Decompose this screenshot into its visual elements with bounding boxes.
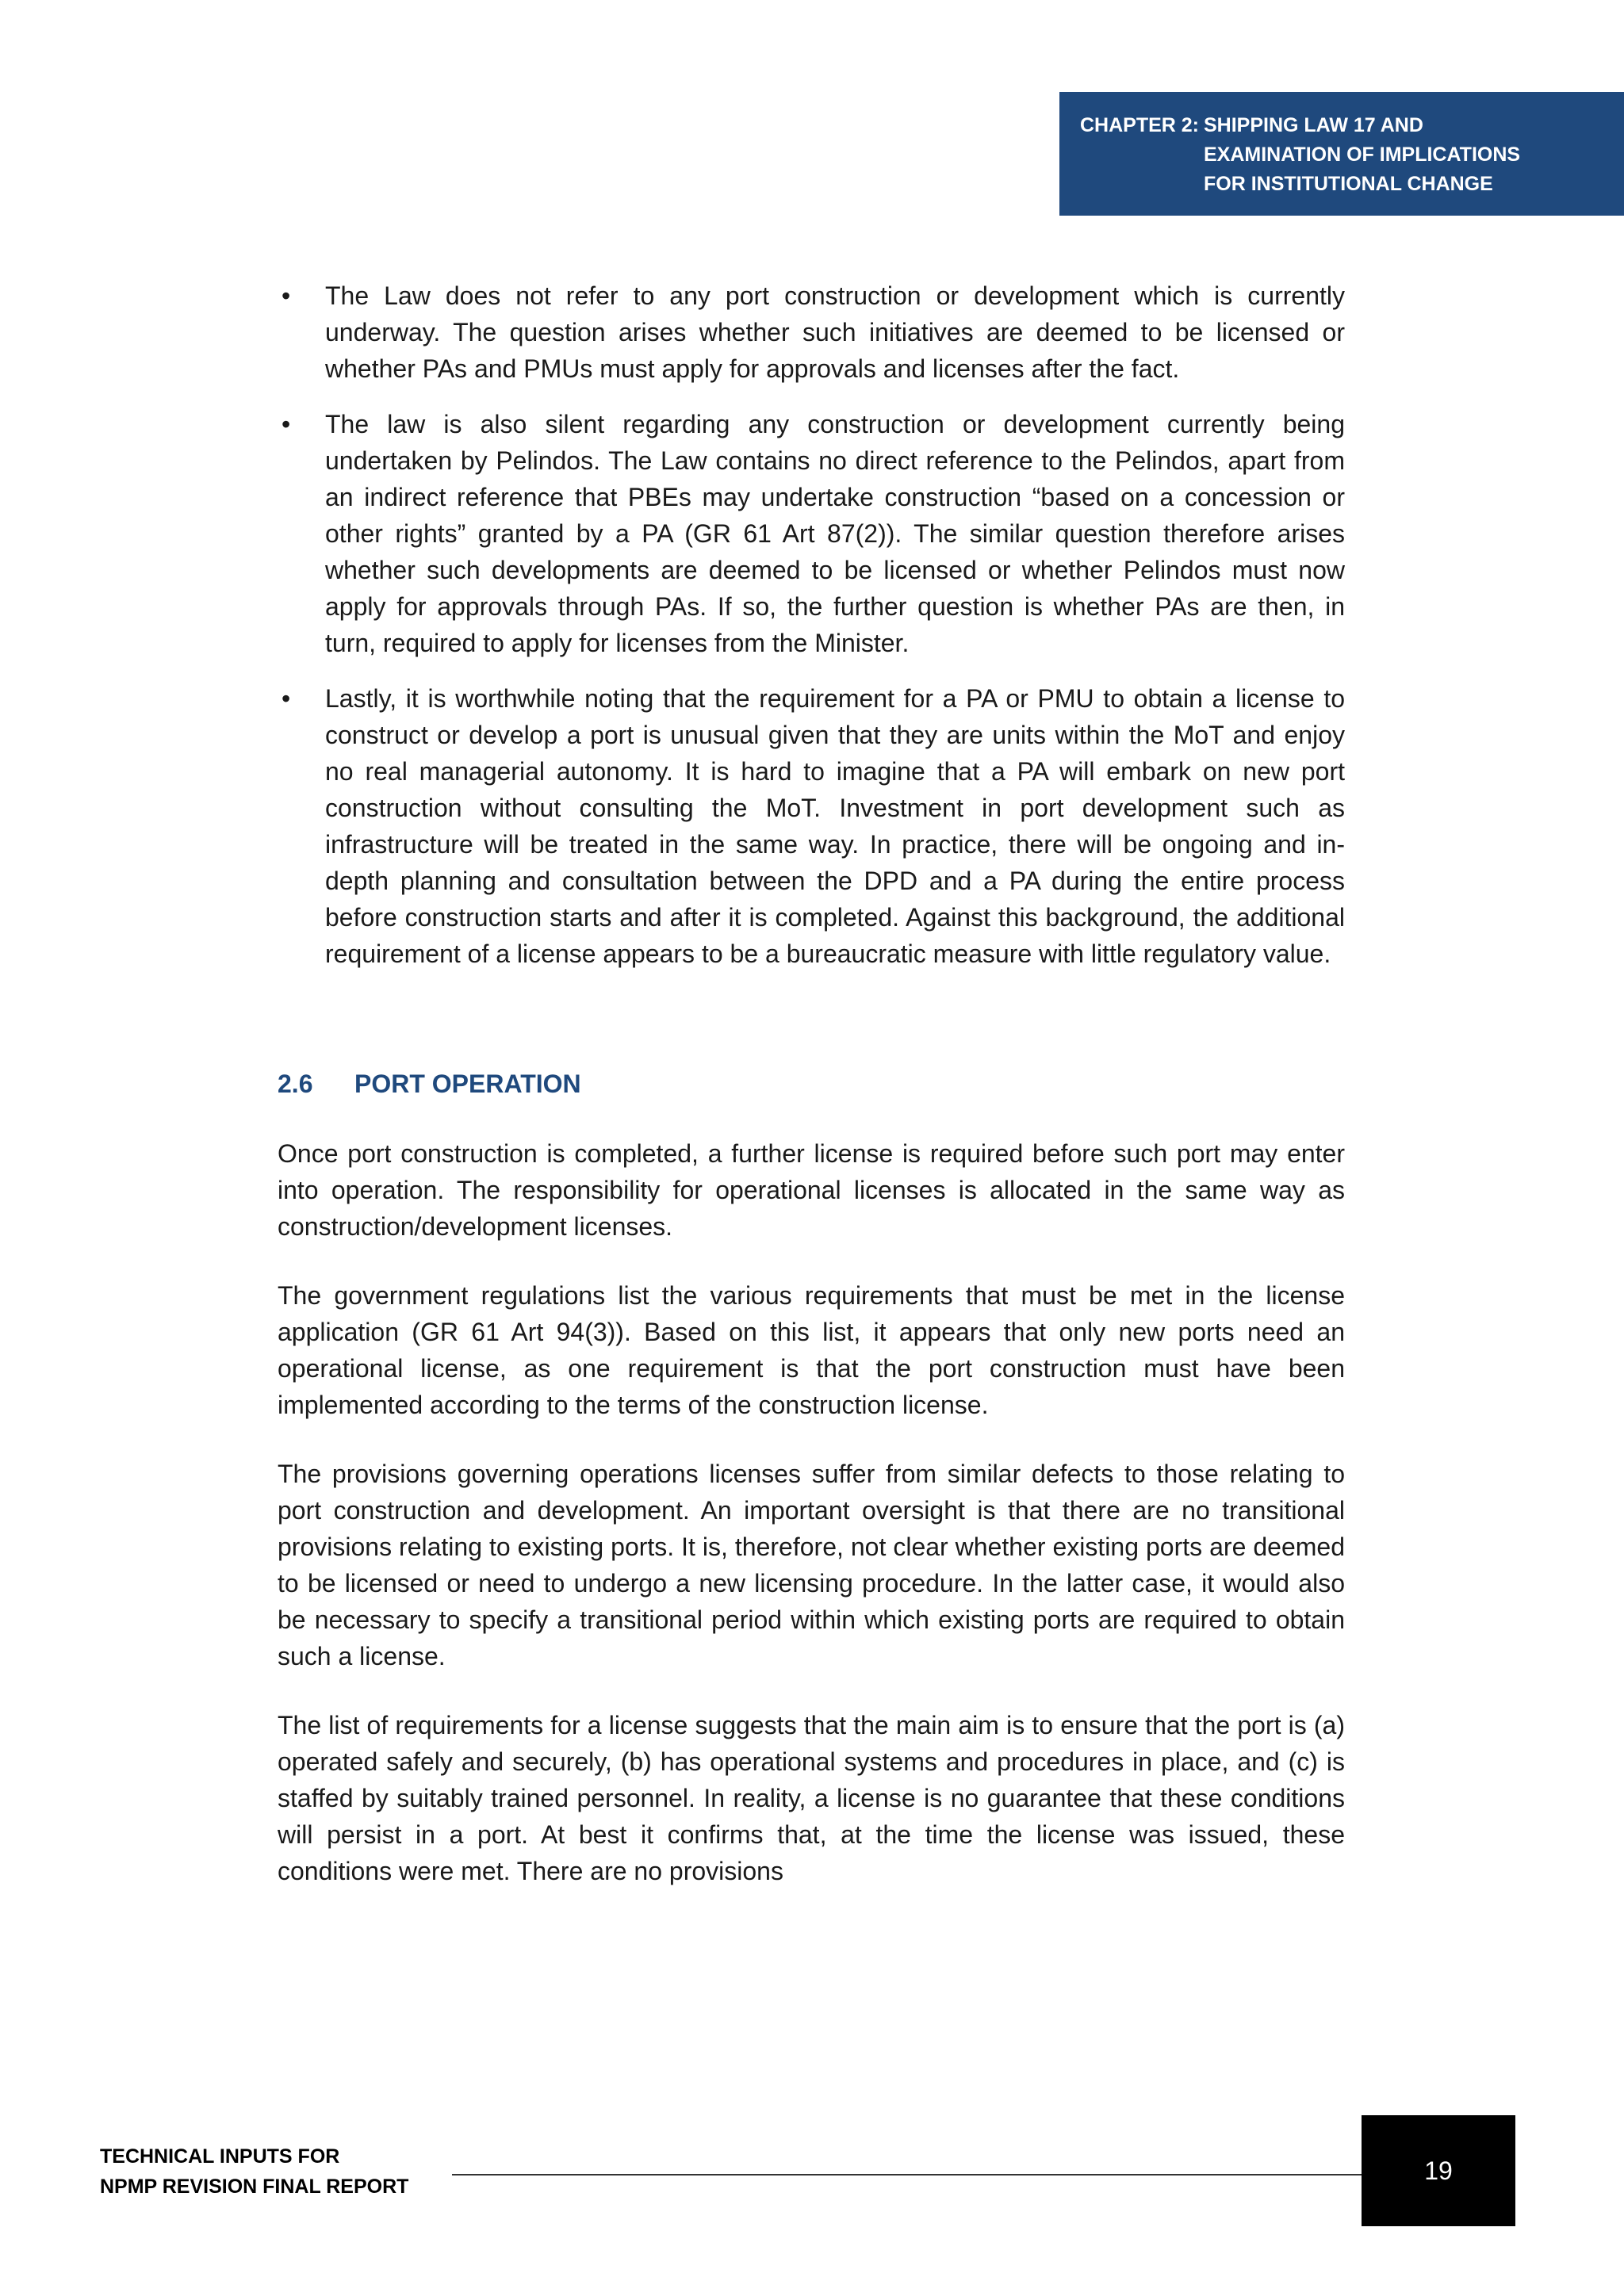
chapter-heading	[1080, 111, 1608, 199]
bullet-icon: •	[282, 410, 291, 438]
bullet-list	[278, 277, 1345, 972]
bullet-text: The law is also silent regarding any construction or development currently being undertaken by Pelindos. The Law contains no direct reference to the Pelindos, apart from an indirect reference that PBEs may undertake construction “based on a concession or other rights” granted by a PA (GR 61 Art 87(2)). The similar question therefore arises whether such developments are deemed to be licensed or whether Pelindos must now apply for approvals through PAs. If so, the further question is whether PAs are then, in turn, required to apply for licenses from the Minister.	[325, 410, 1345, 657]
page-body	[278, 277, 1345, 1889]
bullet-icon: •	[282, 684, 291, 713]
chapter-title-line: EXAMINATION OF IMPLICATIONS	[1204, 144, 1521, 166]
footer-title-line: NPMP REVISION FINAL REPORT	[100, 2175, 409, 2198]
chapter-title	[1204, 111, 1520, 199]
body-paragraph: The list of requirements for a license suggests that the main aim is to ensure that the port is (a) operated safely and securely, (b) has operational systems and procedures in place, and (c) is staffed by suitably trained personnel. In reality, a license is no guarantee that these conditions will persist in a port. At best it confirms that, at the time the license was issued, these conditions were met. There are no provisions	[278, 1711, 1345, 1885]
body-paragraph: Once port construction is completed, a further license is required before such port may enter into operation. The responsibility for operational licenses is allocated in the same way as construction/development licenses.	[278, 1139, 1345, 1241]
chapter-label: CHAPTER 2:	[1080, 114, 1200, 136]
footer-title-line: TECHNICAL INPUTS FOR	[100, 2145, 340, 2168]
section-number: 2.6	[278, 1070, 313, 1098]
chapter-title-line: SHIPPING LAW 17 AND	[1204, 114, 1423, 136]
section-heading	[278, 1066, 1345, 1102]
footer-divider	[452, 2174, 1362, 2175]
bullet-icon: •	[282, 281, 291, 310]
footer-report-title	[100, 2141, 408, 2202]
bullet-item	[278, 406, 1345, 661]
page-number: 19	[1424, 2156, 1453, 2185]
chapter-title-line: FOR INSTITUTIONAL CHANGE	[1204, 173, 1493, 195]
body-paragraph: The government regulations list the various requirements that must be met in the license application (GR 61 Art 94(3)). Based on this list, it appears that only new ports need an operational license, as one requirement is that the port construction must have been implemented according to the terms of the construction license.	[278, 1281, 1345, 1419]
bullet-text: Lastly, it is worthwhile noting that the requirement for a PA or PMU to obtain a license to construct or develop a port is unusual given that they are units within the MoT and enjoy no real managerial autonomy. It is hard to imagine that a PA will embark on new port construction without consulting the MoT. Investment in port development such as infrastructure will be treated in the same way. In practice, there will be ongoing and in-depth planning and consultation between the DPD and a PA during the entire process before construction starts and after it is completed. Against this background, the additional requirement of a license appears to be a bureaucratic measure with little regulatory value.	[325, 684, 1345, 968]
section-title: PORT OPERATION	[354, 1070, 581, 1098]
bullet-item	[278, 277, 1345, 387]
page-number-box	[1362, 2115, 1515, 2226]
chapter-header	[1059, 92, 1624, 216]
bullet-text: The Law does not refer to any port construction or development which is currently underway. The question arises whether such initiatives are deemed to be licensed or whether PAs and PMUs must apply for approvals and licenses after the fact.	[325, 281, 1345, 383]
bullet-item	[278, 680, 1345, 972]
body-paragraph: The provisions governing operations licenses suffer from similar defects to those relating to port construction and development. An important oversight is that there are no transitional provisions relating to existing ports. It is, therefore, not clear whether existing ports are deemed to be licensed or need to undergo a new licensing procedure. In the latter case, it would also be necessary to specify a transitional period within which existing ports are required to obtain such a license.	[278, 1460, 1345, 1670]
